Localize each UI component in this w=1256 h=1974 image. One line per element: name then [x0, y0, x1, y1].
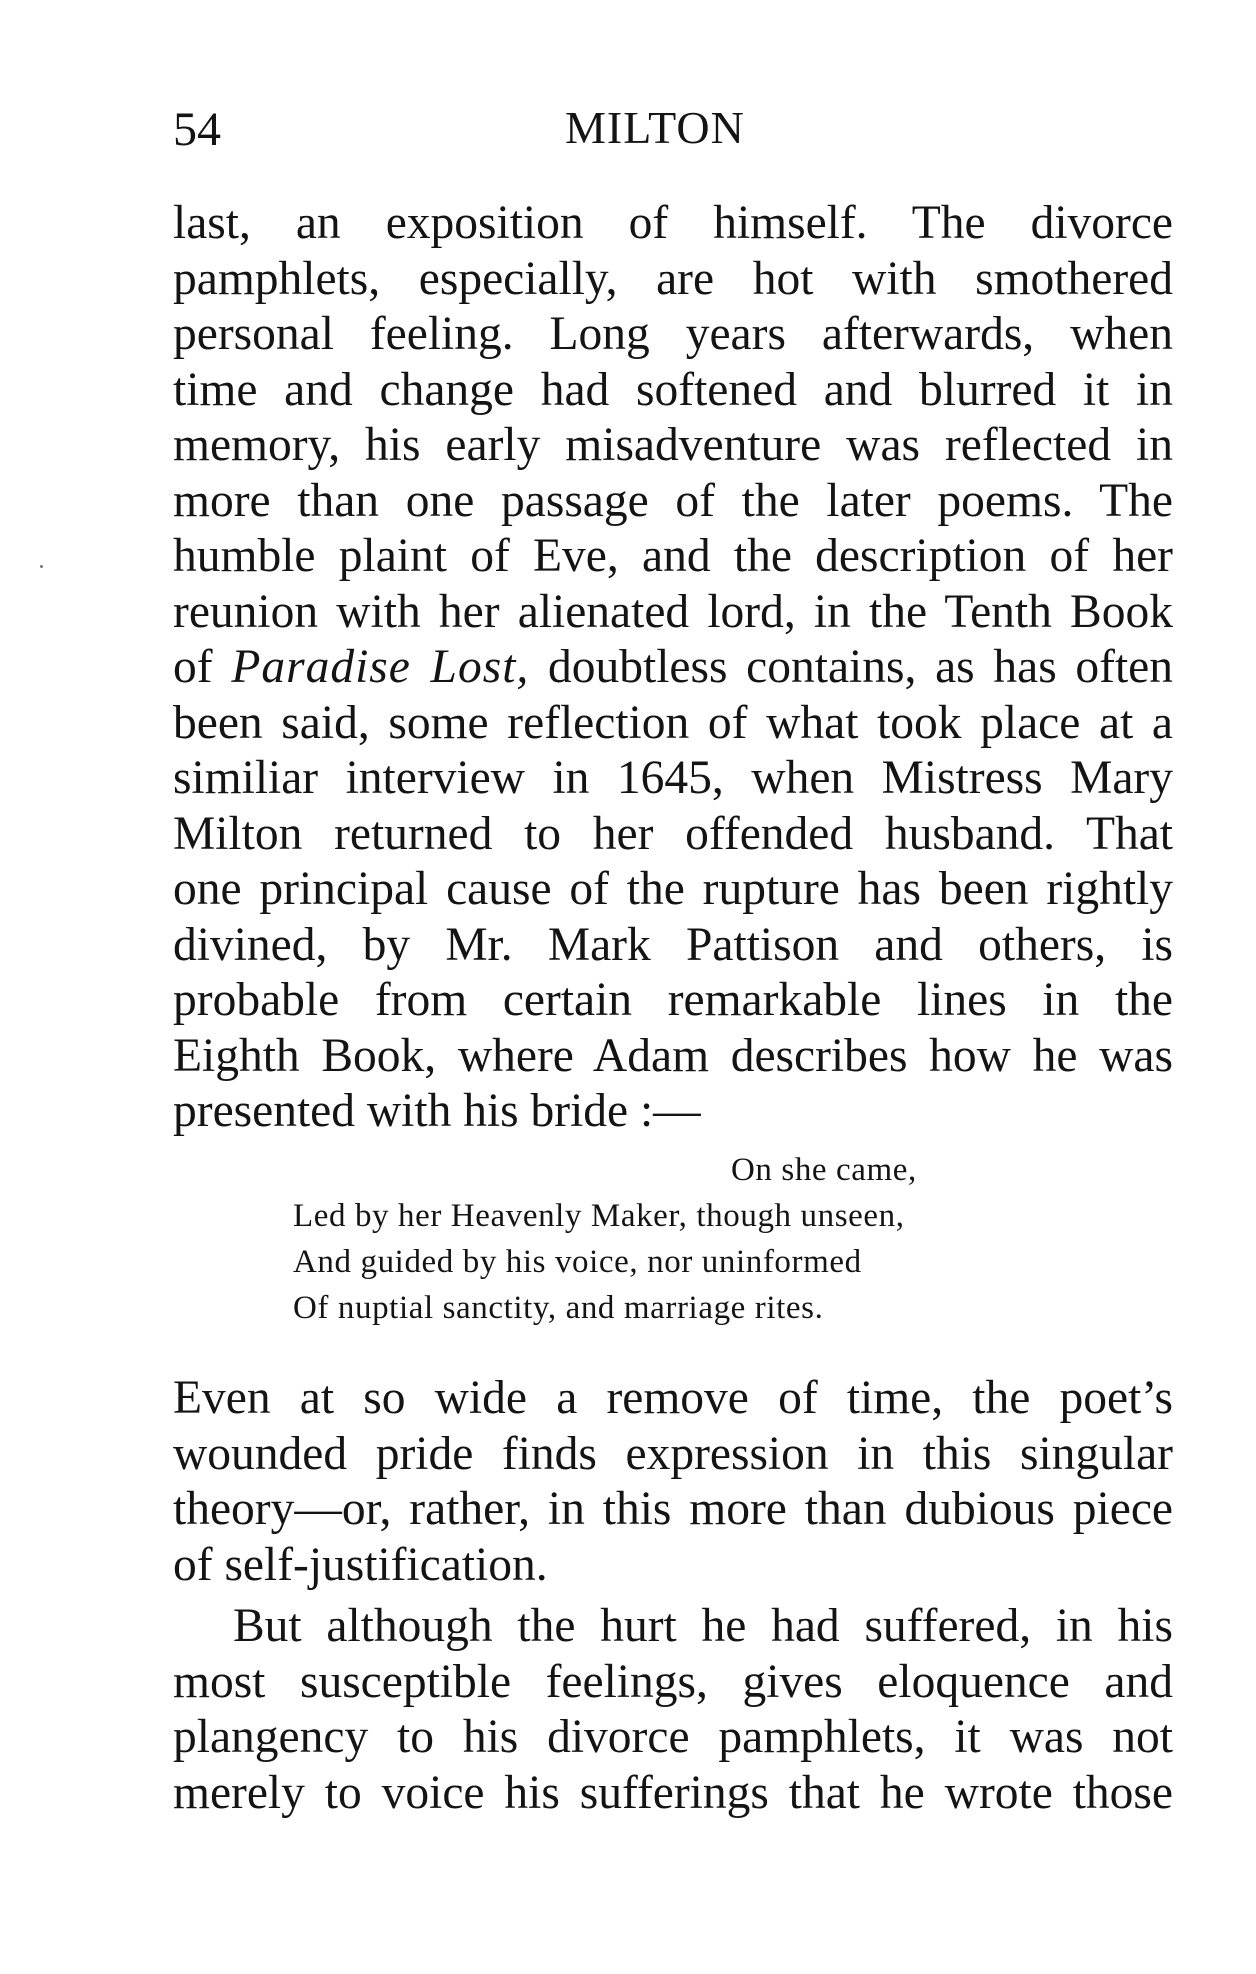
verse-line: On she came,	[731, 1152, 917, 1188]
text-line: probable from certain remarkable lines in the	[173, 974, 1173, 1026]
text-line-with-title	[173, 640, 1173, 696]
text-line: wounded pride finds expression in this singular	[173, 1427, 1173, 1480]
text-line: one principal cause of the rupture has been rightly	[173, 863, 1173, 915]
verse-line: And guided by his voice, nor uninformed	[293, 1244, 862, 1280]
text-line: most susceptible feelings, gives eloquence and	[173, 1655, 1173, 1708]
paragraph-2	[173, 1371, 1173, 1593]
text-line: Even at so wide a remove of time, the poet’s	[173, 1372, 1173, 1424]
text-line: reunion with her alienated lord, in the Tenth Book	[173, 585, 1173, 638]
verse-line: Of nuptial sanctity, and marriage rites.	[293, 1290, 824, 1326]
verse-quotation	[293, 1147, 1013, 1331]
verse-line: Led by her Heavenly Maker, though unseen,	[293, 1198, 905, 1234]
paragraph-1	[173, 196, 1173, 1140]
margin-speck	[40, 565, 43, 568]
text-line: plangency to his divorce pamphlets, it was not	[173, 1711, 1173, 1763]
text-line: last, an exposition of himself. The divorce	[173, 197, 1173, 249]
text-line: time and change had softened and blurred it in	[173, 363, 1173, 416]
text-line: of self-justification.	[173, 1538, 548, 1591]
text-line: humble plaint of Eve, and the description of her	[173, 530, 1173, 582]
text-line: But although the hurt he had suffered, in his	[233, 1600, 1173, 1652]
text-line: pamphlets, especially, are hot with smothered	[173, 252, 1173, 305]
text-line: personal feeling. Long years afterwards, when	[173, 308, 1173, 360]
text-line: theory—or, rather, in this more than dubious piece	[173, 1483, 1173, 1535]
text-line: been said, some reflection of what took place at a	[173, 696, 1173, 749]
text-line: Milton returned to her offended husband. That	[173, 807, 1173, 860]
running-title: MILTON	[565, 102, 745, 153]
text-line: similiar interview in 1645, when Mistress Mary	[173, 752, 1173, 804]
text-fragment: doubtless contains, as has often	[548, 641, 1174, 693]
text-line: Eighth Book, where Adam describes how he was	[173, 1029, 1173, 1082]
text-line: more than one passage of the later poems. The	[173, 474, 1173, 527]
text-line: divined, by Mr. Mark Pattison and others, is	[173, 918, 1173, 971]
text-fragment: of	[173, 641, 213, 693]
text-line: presented with his bride :—	[173, 1085, 701, 1137]
text-line: merely to voice his sufferings that he wrote those	[173, 1766, 1173, 1819]
text-line: memory, his early misadventure was reflected in	[173, 419, 1173, 471]
paragraph-3	[173, 1599, 1173, 1821]
book-title: Paradise Lost,	[231, 641, 530, 693]
page-number: 54	[173, 103, 221, 156]
